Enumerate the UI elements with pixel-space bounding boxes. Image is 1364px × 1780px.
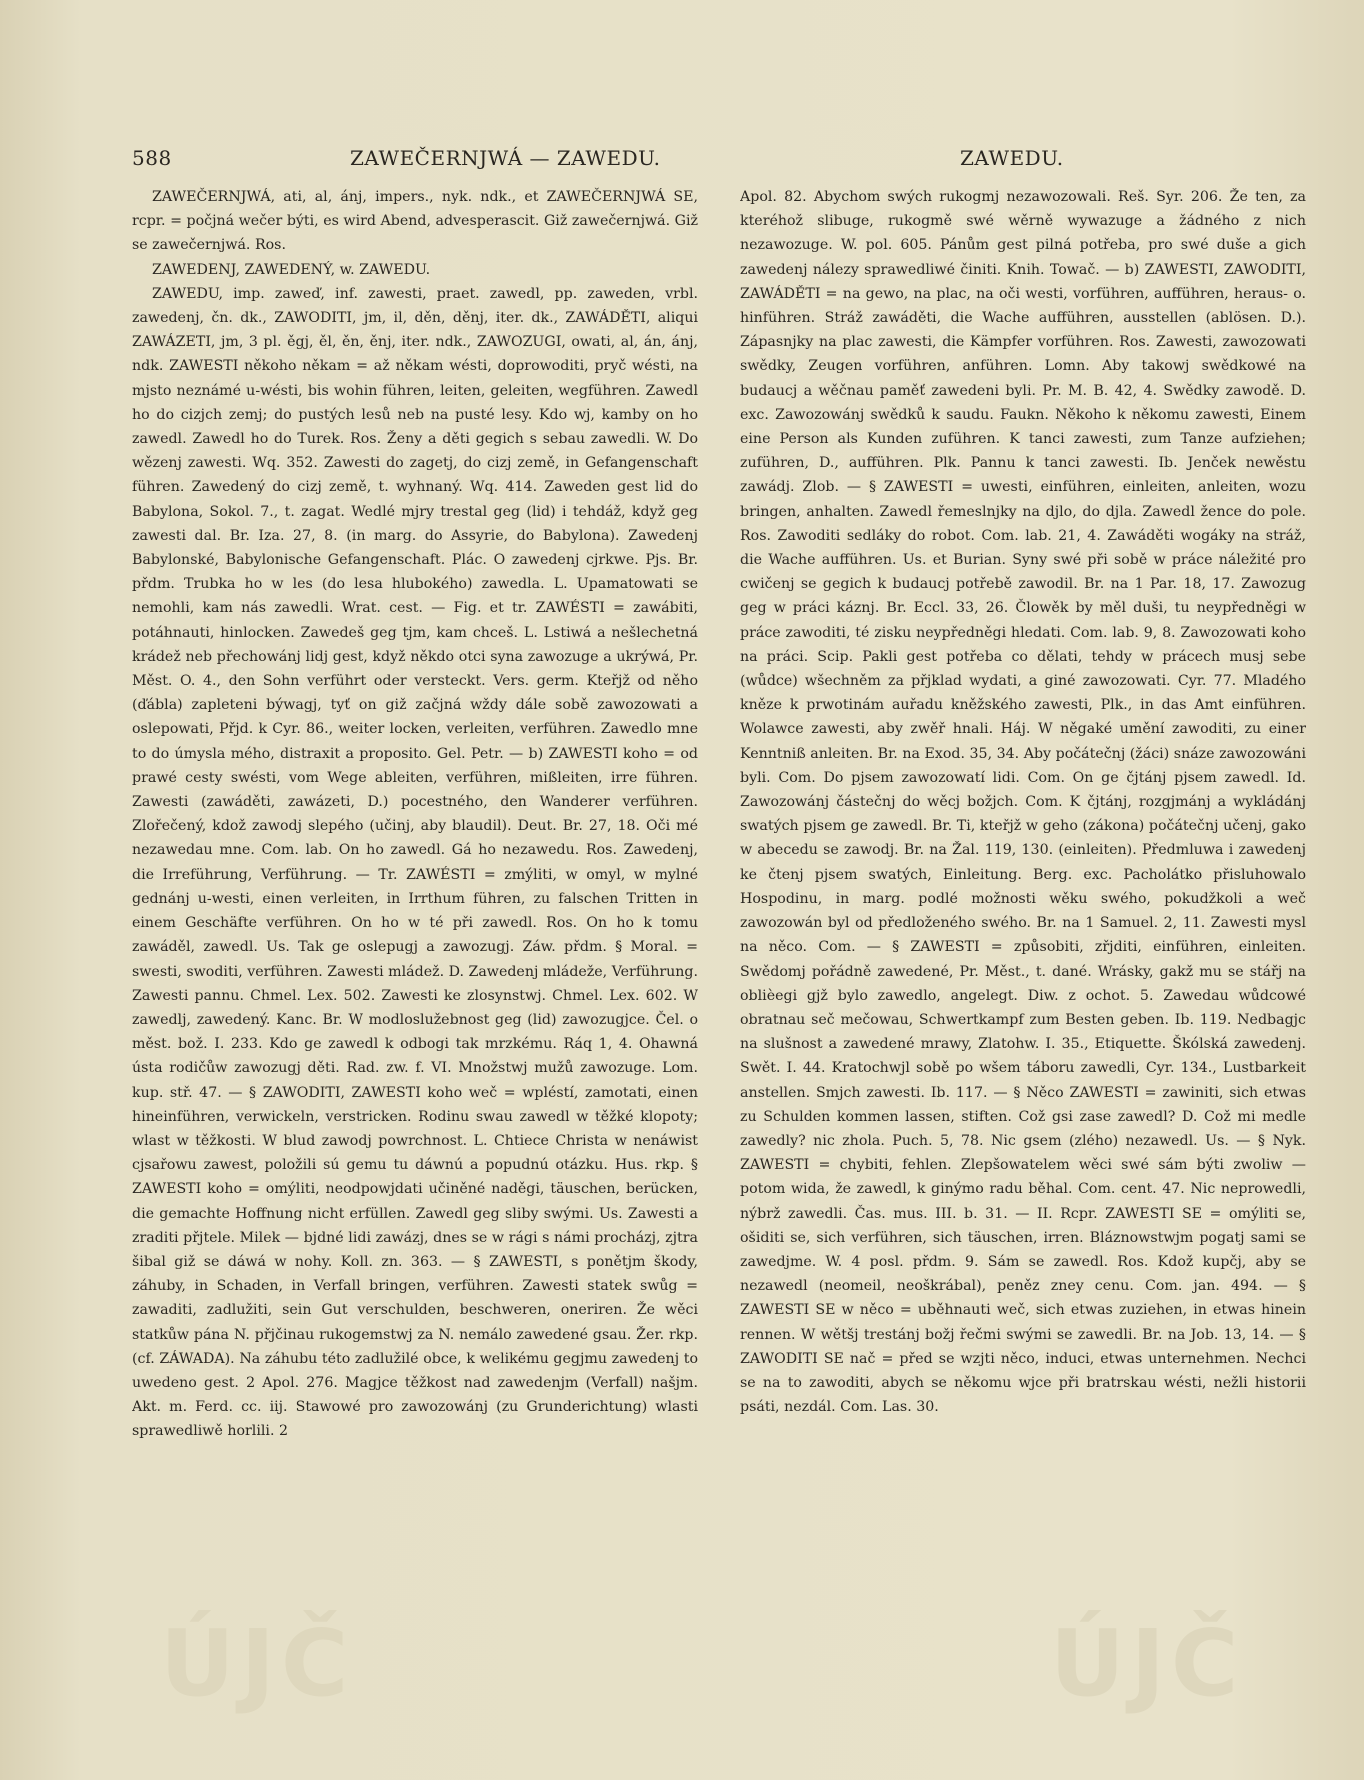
entry: ZAWEDENJ, ZAWEDENÝ, w. ZAWEDU.: [152, 261, 431, 278]
page-number: 588: [132, 146, 172, 170]
right-column: [740, 185, 1306, 1495]
running-title-left: ZAWEČERNJWÁ — ZAWEDU.: [350, 146, 661, 170]
left-column: [132, 185, 698, 1495]
watermark-logo-left: ÚJČ: [160, 1610, 355, 1717]
entry-continuation: Apol. 82. Abychom swých rukogmj nezawozowali. Reš. Syr. 206. Že ten, za kteréhož slibuge, rukogmě swé wěrně wywazuge a žádného z nich nezawozuge. W. pol. 605. Pánům gest pilná potřeba, pro swé duše a gich zawedenj nálezy sprawedliwé činiti. Knih. Towač. — b) ZAWESTI, ZAWODITI, ZAWÁDĚTI = na gewo, na plac, na oči westi, vorführen, aufführen, heraus- o. hinführen. Stráž zawáděti, die Wache aufführen, ausstellen (ablösen. D.). Zápasnjky na plac zawesti, die Kämpfer vorführen. Ros. Zawesti, zawozowati swědky, Zeugen vorführen, anführen. Lomn. Aby takowj swědkowé na budaucj a wěčnau paměť zawedeni byli. Pr. M. B. 42, 4. Swědky zawodě. D. exc. Zawozowánj swědků k saudu. Faukn. Někoho k někomu zawesti, Einem eine Person als Kunden zuführen. K tanci zawesti, zum Tanze aufziehen; zuführen, D., aufführen. Plk. Pannu k tanci zawesti. Ib. Jenček newěstu zawádj. Zlob. — § ZAWESTI = uwesti, einführen, einleiten, anleiten, wozu bringen, anhalten. Zawedl řemeslnjky na djlo, do djla. Zawedl žence do pole. Ros. Zawoditi sedláky do robot. Com. lab. 21, 4. Zawáděti wogáky na stráž, die Wache aufführen. Us. et Burian. Syny swé při sobě w práce náležité pro cwičenj se gegich k budaucj potřebě zawodil. Br. na 1 Par. 18, 17. Zawozug geg w práci káznj. Br. Eccl. 33, 26. Člowěk by měl duši, tu neypředněgi w práce zawoditi, té zisku neypředněgi hledati. Com. lab. 9, 8. Zawozowati koho na práci. Scip. Pakli gest potřeba co dělati, tehdy w prácech musj sebe (wůdce) wšechněm za přjklad wydati, a giné zawozowati. Cyr. 77. Mladého kněze k prwotinám auřadu kněžského zawesti, Plk., in das Amt einführen. Wolawce zawesti, aby zwěř hnali. Háj. W něgaké umění zawoditi, zu einer Kenntniß anleiten. Br. na Exod. 35, 34. Aby počátečnj (žáci) snáze zawozowáni byli. Com. Do pjsem zawozowatí lidi. Com. On ge čjtánj pjsem zawedl. Id. Zawozowánj částečnj do wěcj božjch. Com. K čjtánj, rozgjmánj a wykládánj swatých pjsem ge zawedl. Br. Ti, kteřjž w geho (zákona) počátečnj učenj, gako w abecedu se zawodj. Br. na Žal. 119, 130. (einleiten). Předmluwa i zawedenj ke čtenj pjsem swatých, Einleitung. Berg. exc. Pacholátko přisluhowalo Hospodinu, in marg. podlé možnosti wěku swého, pokudžkoli a weč zawozowán byl od předloženého swého. Br. na 1 Samuel. 2, 11. Zawesti mysl na něco. Com. — § ZAWESTI = způsobiti, zřjditi, einführen, einleiten. Swědomj pořádně zawedené, Pr. Měst., t. dané. Wrásky, gakž mu se stářj na oblièegi gjž bylo zawedlo, angelegt. Diw. z ochot. 5. Zawedau wůdcowé obratnau seč mečowau, Schwertkampf zum Besten geben. Ib. 119. Nedbagjc na slušnost a zawedené mrawy, Zlatohw. I. 35., Etiquette. Škólská zawedenj. Swět. I. 44. Kratochwjl sobě po wšem táboru zawedli, Cyr. 134., Lustbarkeit anstellen. Smjch zawesti. Ib. 117. — § Něco ZAWESTI = zawiniti, sich etwas zu Schulden kommen lassen, stiften. Což gsi zase zawedl? D. Což mi medle zawedly? nic zhola. Puch. 5, 78. Nic gsem (zlého) nezawedl. Us. — § Nyk. ZAWESTI = chybiti, fehlen. Zlepšowatelem wěci swé sám býti zwoliw — potom wida, že zawedl, k ginýmo radu běhal. Com. cent. 47. Nic neprowedli, nýbrž zawedli. Čas. mus. III. b. 31. — II. Rcpr. ZAWESTI SE = omýliti se, ošiditi se, sich verführen, sich täuschen, irren. Bláznowstwjm pogatj sami se zawedjme. W. 4 posl. přdm. 9. Sám se zawedl. Ros. Kdož kupčj, aby se nezawedl (neomeil, neoškrábal), peněz zney cenu. Com. jan. 494. — § ZAWESTI SE w něco = uběhnauti weč, sich etwas zuziehen, in etwas hinein rennen. W wětšj trestánj božj řečmi swými se zawedli. Br. na Job. 13, 14. — § ZAWODITI SE nač = před se wzjti něco, induci, etwas unternehmen. Nechci se na to zawoditi, abych se někomu wjce při bratrskau wésti, nežli historii psáti, nezdál. Com. Las. 30.: [740, 189, 1306, 1416]
entry: ZAWEDU, imp. zaweď, inf. zawesti, praet. zawedl, pp. zaweden, vrbl. zawedenj, čn. dk., ZAWODITI, jm, il, děn, děnj, iter. dk., ZAWÁDĚTI, aliqui ZAWÁZETI, jm, 3 pl. ěgj, ěl, ěn, ěnj, iter. ndk., ZAWOZUGI, owati, al, án, ánj, ndk. ZAWESTI někoho někam = až někam wésti, doprowoditi, pryč wésti, na mjsto neznámé u-wésti, bis wohin führen, leiten, geleiten, wegführen. Zawedl ho do cizjch zemj; do pustých lesů neb na pusté lesy. Kdo wj, kamby on ho zawedl. Zawedl ho do Turek. Ros. Ženy a děti gegich s sebau zawedli. W. Do wězenj zawesti. Wq. 352. Zawesti do zagetj, do cizj země, in Gefangenschaft führen. Zawedený do cizj země, t. wyhnaný. Wq. 414. Zaweden gest lid do Babylona, Sokol. 7., t. zagat. Wedlé mjry trestal geg (lid) i tehdáž, když geg zawesti dal. Br. Iza. 27, 8. (in marg. do Assyrie, do Babylona). Zawedenj Babylonské, Babylonische Gefangenschaft. Plác. O zawedenj cjrkwe. Pjs. Br. přdm. Trubka ho w les (do lesa hlubokého) zawedla. L. Upamatowati se nemohli, kam nás zawedli. Wrat. cest. — Fig. et tr. ZAWÉSTI = zawábiti, potáhnauti, hinlocken. Zawedeš geg tjm, kam chceš. L. Lstiwá a nešlechetná krádež neb přechowánj lidj gest, když někdo otci syna zawozuge a ukrýwá, Pr. Měst. O. 4., den Sohn verführt oder versteckt. Vers. germ. Kteřjž od něho (ďábla) zapleteni býwagj, tyť on giž začjná wždy dále sobě zawozowati a oslepowati, Přjd. k Cyr. 86., weiter locken, verleiten, verführen. Zawedlo mne to do úmysla mého, distraxit a proposito. Gel. Petr. — b) ZAWESTI koho = od prawé cesty swésti, vom Wege ableiten, verführen, mißleiten, irre führen. Zawesti (zawáděti, zawázeti, D.) pocestného, den Wanderer verführen. Zlořečený, kdož zawodj slepého (učinj, aby blaudil). Deut. Br. 27, 18. Oči mé nezawedau mne. Com. lab. On ho zawedl. Gá ho nezawedu. Ros. Zawedenj, die Irreführung, Verführung. — Tr. ZAWÉSTI = zmýliti, w omyl, w mylné gednánj u-westi, einen verleiten, in Irrthum führen, zu falschen Tritten in einem Geschäfte verführen. On ho w té při zawedl. Ros. On ho k tomu zawáděl, zawedl. Us. Tak ge oslepugj a zawozugj. Záw. přdm. § Moral. = swesti, swoditi, verführen. Zawesti mládež. D. Zawedenj mládeže, Verführung. Zawesti pannu. Chmel. Lex. 502. Zawesti ke zlosynstwj. Chmel. Lex. 602. W zawedlj, zawedený. Kanc. Br. W modloslužebnost geg (lid) zawozugjce. Čel. o měst. bož. I. 233. Kdo ge zawedl k odbogi tak mrzkému. Ráq 1, 4. Ohawná ústa rodičůw zawozugj děti. Rad. zw. f. VI. Množstwj mužů zawozuge. Lom. kup. stř. 47. — § ZAWODITI, ZAWESTI koho weč = wpléstí, zamotati, einen hineinführen, verwickeln, verstricken. Rodinu swau zawedl w těžké klopoty; wlast w těžkosti. W blud zawodj powrchnost. L. Chtiece Christa w nenáwist cjsařowu zawest, položili sú gemu tu dáwnú a popudnú otázku. Hus. rkp. § ZAWESTI koho = omýliti, neodpowjdati učiněné naděgi, täuschen, berücken, die gemachte Hoffnung nicht erfüllen. Zawedl geg sliby swými. Us. Zawesti a zraditi přjtele. Milek — bjdné lidi zawázj, dnes se w rági s námi procházj, zjtra šibal giž se dáwá w nohy. Koll. zn. 363. — § ZAWESTI, s ponětjm škody, záhuby, in Schaden, in Verfall bringen, verführen. Zawesti statek swůg = zawaditi, zadlužiti, sein Gut verschulden, beschweren, oneriren. Že wěci statkůw pána N. přjčinau rukogemstwj za N. nemálo zawedené gsau. Žer. rkp. (cf. ZÁWADA). Na záhubu této zadlužilé obce, k welikému gegjmu zawedenj to uwedeno gest. 2 Apol. 276. Magjce těžkost nad zawedenjm (Verfall) našjm. Akt. m. Ferd. cc. iij. Stawowé pro zawozowánj (zu Grunderichtung) wlasti sprawedliwě horlili. 2: [132, 285, 698, 1440]
entry: ZAWEČERNJWÁ, ati, al, ánj, impers., nyk. ndk., et ZAWEČERNJWÁ SE, rcpr. = počjná wečer býti, es wird Abend, advesperascit. Giž zawečernjwá. Giž se zawečernjwá. Ros.: [132, 189, 698, 254]
running-title-right: ZAWEDU.: [960, 146, 1064, 170]
watermark-logo-right: ÚJČ: [1050, 1610, 1245, 1717]
